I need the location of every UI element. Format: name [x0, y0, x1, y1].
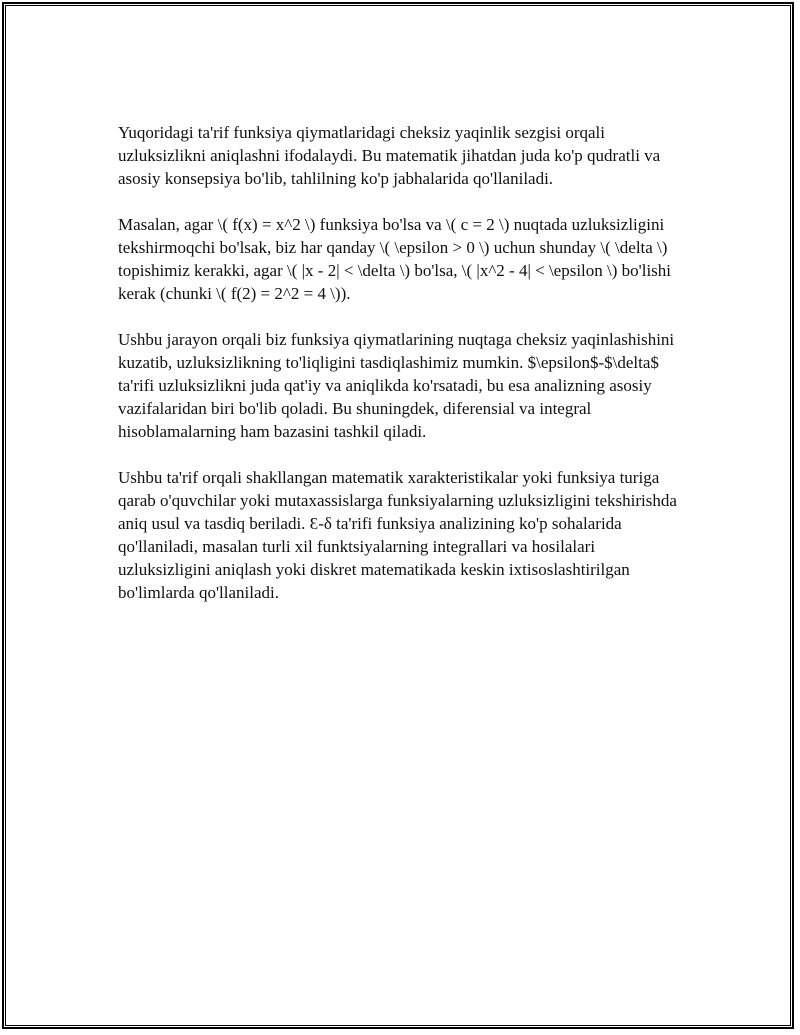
paragraph-4: Ushbu ta'rif orqali shakllangan matematik xarakteristikalar yoki funksiya turiga qarab o'quvchilar yoki mutaxassislarga funksiyalarning uzluksizligini tekshirishda aniq usul va tasdiq beriladi. Ɛ-δ ta'rifi funksiya analizining ko'p sohalarida qo'llaniladi, masalan turli xil funktsiyalarning integrallari va hosilalari uzluksizligini aniqlash yoki diskret matematikada keskin ixtisoslashtirilgan bo'limlarda qo'llaniladi.	[118, 468, 677, 602]
paragraph-2: Masalan, agar \( f(x) = x^2 \) funksiya bo'lsa va \( c = 2 \) nuqtada uzluksizligini tekshirmoqchi bo'lsak, biz har qanday \( \epsilon > 0 \) uchun shunday \( \delta \) topishimiz kerakki, agar \( |x - 2| < \delta \) bo'lsa, \( |x^2 - 4| < \epsilon \) bo'lishi kerak (chunki \( f(2) = 2^2 = 4 \)).	[118, 215, 672, 303]
document-body	[118, 121, 688, 627]
document-page	[2, 2, 794, 1029]
paragraph-1: Yuqoridagi ta'rif funksiya qiymatlaridagi cheksiz yaqinlik sezgisi orqali uzluksizlikni aniqlashni ifodalaydi. Bu matematik jihatdan juda ko'p qudratli va asosiy konsepsiya bo'lib, tahlilning ko'p jabhalarida qo'llaniladi.	[118, 123, 661, 188]
paragraph-3: Ushbu jarayon orqali biz funksiya qiymatlarining nuqtaga cheksiz yaqinlashishini kuzatib, uzluksizlikning to'liqligini tasdiqlashimiz mumkin. $\epsilon$-$\delta$ ta'rifi uzluksizlikni juda qat'iy va aniqlikda ko'rsatadi, bu esa analizning asosiy vazifalaridan biri bo'lib qoladi. Bu shuningdek, diferensial va integral hisoblamalarning ham bazasini tashkil qiladi.	[118, 330, 675, 441]
